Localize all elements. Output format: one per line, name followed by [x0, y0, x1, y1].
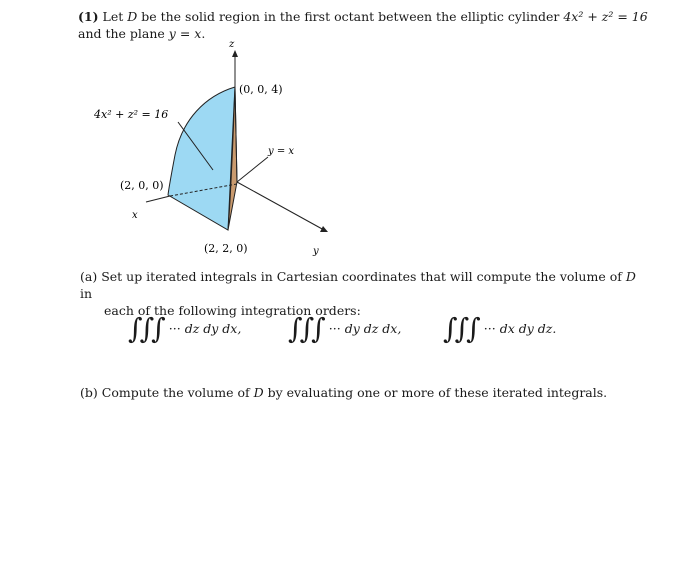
part-b-text-1: Compute the volume of [101, 385, 254, 400]
integration-order: dx dy dz. [499, 320, 557, 336]
part-a-label: (a) [80, 269, 98, 284]
integrand-dots: ··· [483, 320, 496, 336]
point-diag-label: (2, 2, 0) [204, 242, 248, 255]
triple-integral-sign: ∫∫∫ [288, 311, 323, 345]
integral-order-2 [288, 308, 401, 348]
part-b-region-d: D [253, 385, 264, 400]
part-a-text-1: Set up iterated integrals in Cartesian coordinates that will compute the volume of [101, 269, 626, 284]
x-axis-label: x [132, 210, 138, 221]
point-top-label: (0, 0, 4) [239, 83, 283, 96]
triple-integral-sign: ∫∫∫ [128, 311, 163, 345]
problem-text-1b: be the solid region in the first octant between the elliptic cylinder [137, 9, 564, 24]
integral-order-3 [443, 308, 556, 348]
integration-order: dy dz dx, [344, 320, 402, 336]
plane-line [237, 157, 268, 182]
triple-integral-sign: ∫∫∫ [443, 311, 478, 345]
z-axis-label: z [229, 39, 235, 50]
integrand-dots: ··· [168, 320, 181, 336]
integral-order-1 [128, 308, 241, 348]
region-d: D [127, 9, 138, 24]
part-a-text-1-end: in [80, 286, 93, 301]
part-b-label: (b) [80, 385, 98, 400]
cylinder-label: 4x² + z² = 16 [94, 108, 169, 121]
y-axis [237, 182, 324, 230]
plane-equation: y = x [168, 26, 202, 41]
x-axis [146, 196, 170, 202]
part-a-region-d: D [625, 269, 636, 284]
solid-region-figure [80, 30, 340, 262]
problem-text-2b: . [201, 26, 206, 41]
integrand-dots: ··· [328, 320, 341, 336]
cylinder-face [168, 87, 235, 230]
y-axis-label: y [313, 246, 319, 257]
plane-label: y = x [268, 146, 295, 157]
problem-text-2a: and the plane [78, 26, 169, 41]
cylinder-equation: 4x² + z² = 16 [563, 9, 648, 24]
part-a-text-2: each of the following integration orders: [104, 303, 361, 318]
integral-orders [128, 308, 608, 348]
integration-order: dz dy dx, [184, 320, 242, 336]
problem-text-1a: Let [102, 9, 128, 24]
z-axis-arrow [232, 50, 238, 57]
problem-number: (1) [78, 9, 99, 24]
part-b-text-2: by evaluating one or more of these iterated integrals. [263, 385, 608, 400]
part-b [80, 384, 640, 401]
point-x-label: (2, 0, 0) [120, 179, 164, 192]
